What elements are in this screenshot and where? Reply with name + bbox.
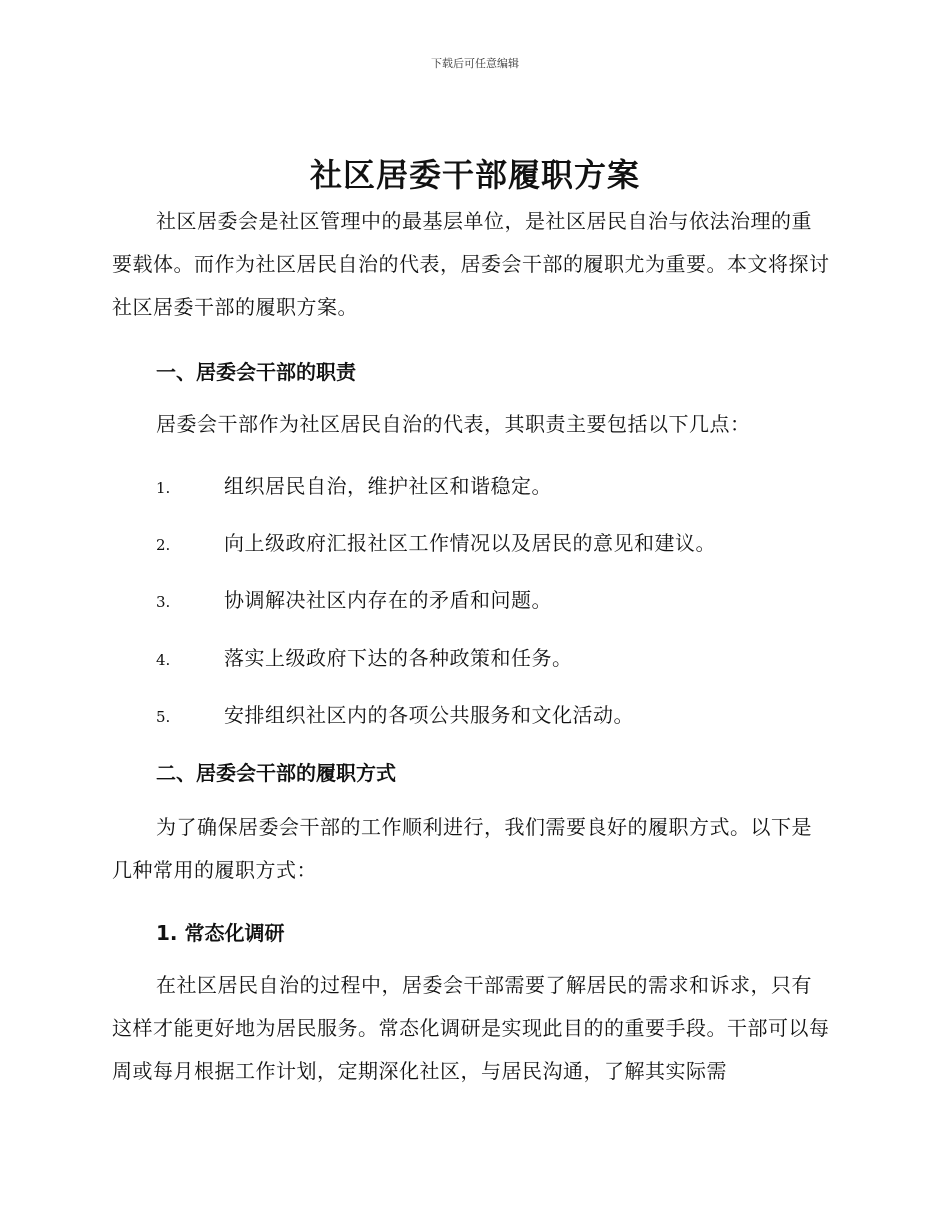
header-note: 下载后可任意编辑 (431, 57, 519, 70)
section2-lead: 为了确保居委会干部的工作顺利进行，我们需要良好的履职方式。以下是几种常用的履职方式： (112, 815, 812, 882)
subsection-heading: 1. 常态化调研 (156, 921, 285, 945)
list-item-number: 4. (156, 651, 171, 669)
list-item-number: 5. (156, 708, 171, 726)
list-item-number: 2. (156, 536, 171, 554)
section1-lead: 居委会干部作为社区居民自治的代表，其职责主要包括以下几点： (156, 412, 751, 436)
list-item (156, 470, 836, 499)
list-item-text: 组织居民自治，维护社区和谐稳定。 (224, 474, 552, 498)
list-item-number: 3. (156, 593, 171, 611)
list-item (156, 527, 836, 556)
list-item-text: 协调解决社区内存在的矛盾和问题。 (224, 588, 552, 612)
subsection-body: 在社区居民自治的过程中，居委会干部需要了解居民的需求和诉求，只有这样才能更好地为居民服务。常态化调研是实现此目的的重要手段。干部可以每周或每月根据工作计划，定期深化社区，与居民沟通，了解其实际需 (112, 973, 830, 1083)
intro-paragraph: 社区居委会是社区管理中的最基层单位，是社区居民自治与依法治理的重要载体。而作为社区居民自治的代表，居委会干部的履职尤为重要。本文将探讨社区居委干部的履职方案。 (112, 209, 830, 319)
document-title: 社区居委干部履职方案 (309, 156, 640, 194)
list-item (156, 642, 836, 671)
list-item (156, 584, 836, 613)
list-item-number: 1. (156, 479, 171, 497)
section1-heading: 一、居委会干部的职责 (156, 360, 356, 384)
section2-heading: 二、居委会干部的履职方式 (156, 761, 396, 785)
list-item (156, 699, 836, 728)
list-item-text: 落实上级政府下达的各种政策和任务。 (224, 646, 573, 670)
list-item-text: 安排组织社区内的各项公共服务和文化活动。 (224, 703, 634, 727)
list-item-text: 向上级政府汇报社区工作情况以及居民的意见和建议。 (224, 531, 716, 555)
